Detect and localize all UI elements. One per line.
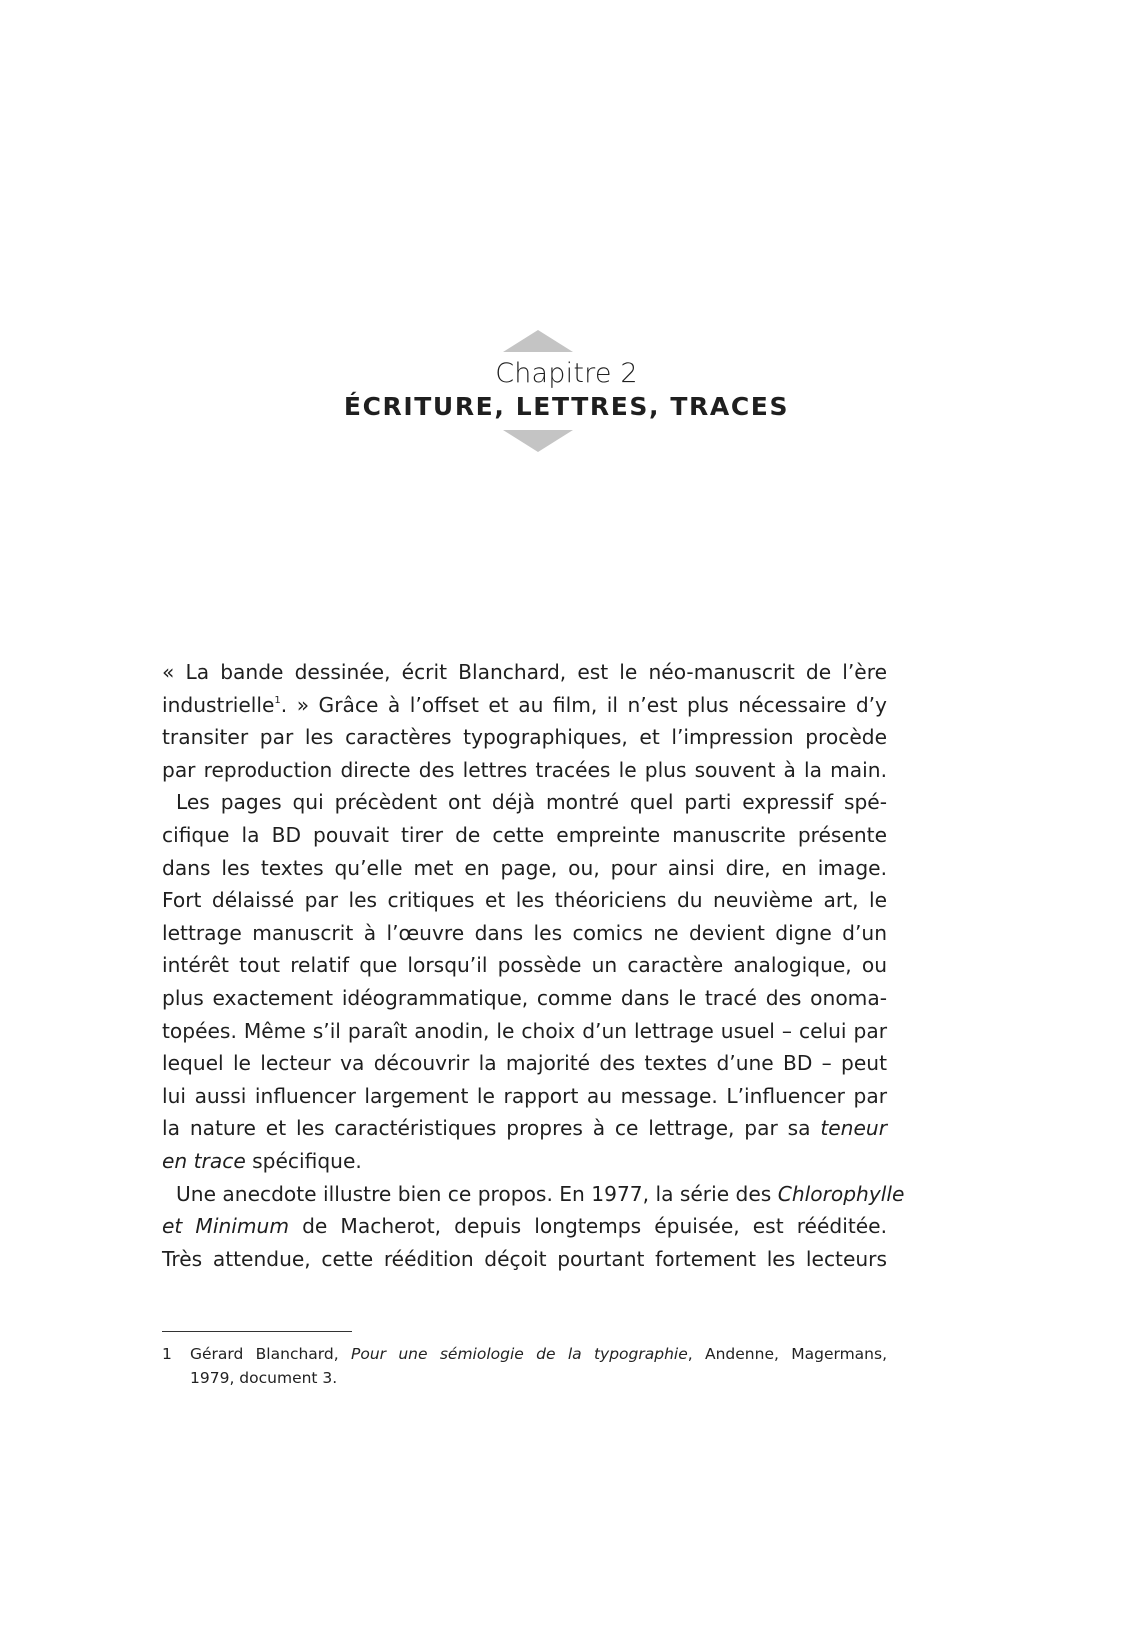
chapter-title: ÉCRITURE, LETTRES, TRACES [343,392,790,421]
text-segment: , Andenne, Magermans, [687,1345,888,1363]
paragraph-1-line: par reproduction directe des lettres tracées le plus souvent à la main. [162,757,887,782]
footnote-divider [162,1331,352,1332]
paragraph-2-line: cifique la BD pouvait tirer de cette empreinte manuscrite présente [162,822,887,847]
emphasis-text: teneur [820,1116,887,1141]
text-segment: la nature et les caractéristiques propres à ce lettrage, par sa [162,1116,821,1141]
footnote-number: 1 [162,1345,172,1363]
footnote-text [190,1342,887,1390]
paragraph-2-line: topées. Même s’il paraît anodin, le choix d’un lettrage usuel – celui par [162,1018,887,1043]
paragraph-2-line: lui aussi influencer largement le rapport au message. L’influencer par [162,1083,887,1108]
body-text [162,656,905,1275]
emphasis-text: Chlorophylle [777,1181,905,1206]
text-segment: . » Grâce à l’offset et au film, il n’est plus nécessaire d’y [280,692,887,717]
paragraph-2-line: dans les textes qu’elle met en page, ou, pour ainsi dire, en image. [162,855,887,880]
text-segment: spécifique. [245,1148,362,1173]
paragraph-3-line [162,1178,905,1211]
text-segment: Une anecdote illustre bien ce propos. En 1977, la série des [176,1181,778,1206]
chapter-ornament-top [503,330,573,352]
paragraph-2-line: lettrage manuscrit à l’œuvre dans les comics ne devient digne d’un [162,920,887,945]
chapter-ornament-bottom [503,430,573,452]
paragraph-2-line: plus exactement idéogrammatique, comme dans le tracé des onoma- [162,985,887,1010]
paragraph-2-line: Les pages qui précèdent ont déjà montré quel parti expressif spé- [176,790,887,815]
paragraph-2-line [162,1112,887,1145]
paragraph-3-line: Très attendue, cette réédition déçoit pourtant fortement les lecteurs [162,1246,887,1271]
paragraph-1-line: « La bande dessinée, écrit Blanchard, est le néo-manuscrit de l’ère [162,660,887,684]
footnote-ref[interactable]: 1 [274,694,281,706]
text-segment: de Macherot, depuis longtemps épuisée, est rééditée. [289,1214,887,1239]
text-segment: industrielle [162,692,275,717]
emphasis-text: et Minimum [162,1214,289,1239]
footnote-line: 1979, document 3. [190,1369,338,1387]
paragraph-1-line: transiter par les caractères typographiques, et l’impression procède [162,725,887,750]
paragraph-1-line [162,689,887,722]
chapter-number: Chapitre 2 [495,358,638,389]
footnote-line [190,1342,887,1366]
emphasis-text: en trace [162,1148,246,1173]
paragraph-2-line: Fort délaissé par les critiques et les théoriciens du neuvième art, le [162,888,887,913]
paragraph-3-line [162,1210,887,1243]
text-segment: Gérard Blanchard, [190,1345,351,1363]
paragraph-2-line: lequel le lecteur va découvrir la majorité des textes d’une BD – peut [162,1051,887,1076]
footnote-1 [162,1342,887,1390]
paragraph-2-line [162,1145,887,1178]
paragraph-2-line: intérêt tout relatif que lorsqu’il possède un caractère analogique, ou [162,953,887,978]
emphasis-text: Pour une sémiologie de la typographie [350,1345,688,1363]
